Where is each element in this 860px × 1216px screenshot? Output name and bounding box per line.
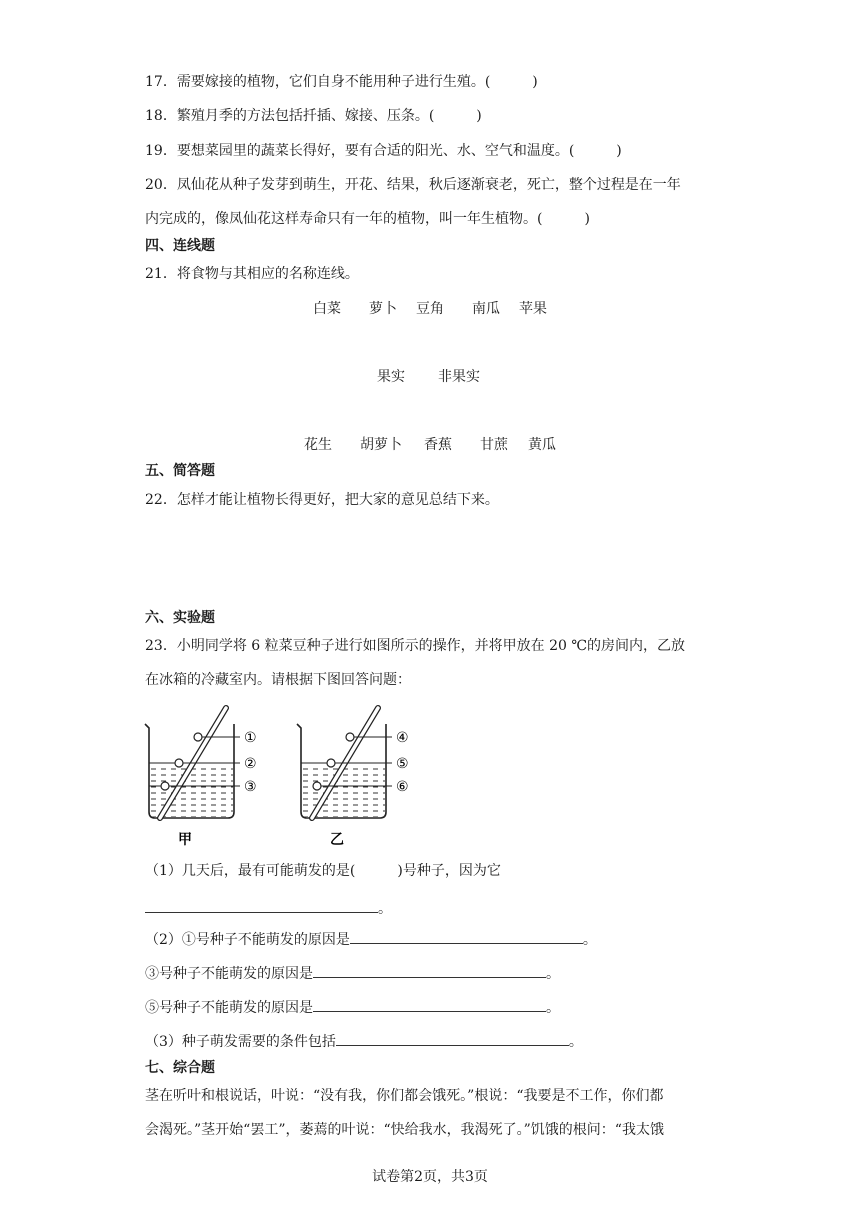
seed-6 xyxy=(313,782,321,790)
match-item[interactable]: 萝卜 xyxy=(369,301,397,317)
match-bottom-row xyxy=(0,434,860,454)
beaker-a xyxy=(145,708,257,848)
beaker-a-label: 甲 xyxy=(178,832,192,848)
page-footer: 试卷第2页，共3页 xyxy=(372,1169,488,1185)
match-item[interactable]: 白菜 xyxy=(313,301,341,317)
question-20-line1: 20．凤仙花从种子发芽到萌生，开花、结果，秋后逐渐衰老，死亡，整个过程是在一年 xyxy=(145,177,681,193)
answer-blank[interactable] xyxy=(350,929,583,944)
section-7-heading: 七、综合题 xyxy=(145,1060,215,1076)
match-item[interactable]: 胡萝卜 xyxy=(360,437,402,453)
sub-question-2c: ⑤号种子不能萌发的原因是 。 xyxy=(145,997,560,1018)
section-4-heading: 四、连线题 xyxy=(145,238,215,254)
beaker-b xyxy=(297,708,409,848)
question-21: 21．将食物与其相应的名称连线。 xyxy=(145,266,359,282)
match-item[interactable]: 香蕉 xyxy=(424,437,452,453)
match-middle-row xyxy=(0,366,860,386)
section-5-heading: 五、简答题 xyxy=(145,463,215,479)
seed-label: ⑥ xyxy=(396,779,409,795)
match-category[interactable]: 果实 xyxy=(377,369,405,385)
answer-blank[interactable] xyxy=(336,1031,569,1046)
question-22: 22．怎样才能让植物长得更好，把大家的意见总结下来。 xyxy=(145,492,499,508)
seed-label: ⑤ xyxy=(396,756,409,772)
sub-question-2b: ③号种子不能萌发的原因是 。 xyxy=(145,963,560,984)
seed-3 xyxy=(161,782,169,790)
sub-question-1: （1）几天后，最有可能萌发的是( )号种子，因为它 xyxy=(145,863,501,879)
answer-blank[interactable] xyxy=(313,963,546,978)
question-18: 18．繁殖月季的方法包括扦插、嫁接、压条。( ) xyxy=(145,108,482,124)
match-item[interactable]: 苹果 xyxy=(519,301,547,317)
seed-label: ④ xyxy=(396,730,409,746)
seed-2 xyxy=(175,759,183,767)
match-item[interactable]: 南瓜 xyxy=(472,301,500,317)
beaker-figure xyxy=(140,700,430,850)
match-item[interactable]: 花生 xyxy=(304,437,332,453)
sub-question-3: （3）种子萌发需要的条件包括 。 xyxy=(145,1031,583,1052)
question-23-line2: 在冰箱的冷藏室内。请根据下图回答问题： xyxy=(145,672,411,688)
beaker-b-label: 乙 xyxy=(330,832,344,848)
question-17: 17．需要嫁接的植物，它们自身不能用种子进行生殖。( ) xyxy=(145,74,538,90)
question-23-line1: 23．小明同学将 6 粒菜豆种子进行如图所示的操作，并将甲放在 20 ℃的房间内，乙放 xyxy=(145,638,685,654)
seed-label: ② xyxy=(244,756,257,772)
question-19: 19．要想菜园里的蔬菜长得好，要有合适的阳光、水、空气和温度。( ) xyxy=(145,143,622,159)
seed-label: ① xyxy=(244,730,257,746)
section-7-text-line1: 茎在听叶和根说话，叶说：“没有我，你们都会饿死。”根说：“我要是不工作，你们都 xyxy=(145,1088,664,1104)
sub-question-1-answer: 。 xyxy=(145,898,392,919)
section-6-heading: 六、实验题 xyxy=(145,610,215,626)
match-item[interactable]: 甘蔗 xyxy=(480,437,508,453)
seed-1 xyxy=(194,733,202,741)
match-item[interactable]: 黄瓜 xyxy=(528,437,556,453)
question-20-line2: 内完成的，像凤仙花这样寿命只有一年的植物，叫一年生植物。( ) xyxy=(145,211,590,227)
answer-blank[interactable] xyxy=(313,997,546,1012)
match-top-row xyxy=(0,298,860,318)
answer-blank[interactable] xyxy=(145,898,378,913)
section-7-text-line2: 会渴死。”茎开始“罢工”，萎蔫的叶说：“快给我水，我渴死了。”饥饿的根问：“我太饿 xyxy=(145,1122,664,1138)
sub-question-2: （2）①号种子不能萌发的原因是 。 xyxy=(145,929,597,950)
match-item[interactable]: 豆角 xyxy=(416,301,444,317)
seed-label: ③ xyxy=(244,779,257,795)
match-category[interactable]: 非果实 xyxy=(438,369,480,385)
seed-5 xyxy=(327,759,335,767)
seed-4 xyxy=(346,733,354,741)
